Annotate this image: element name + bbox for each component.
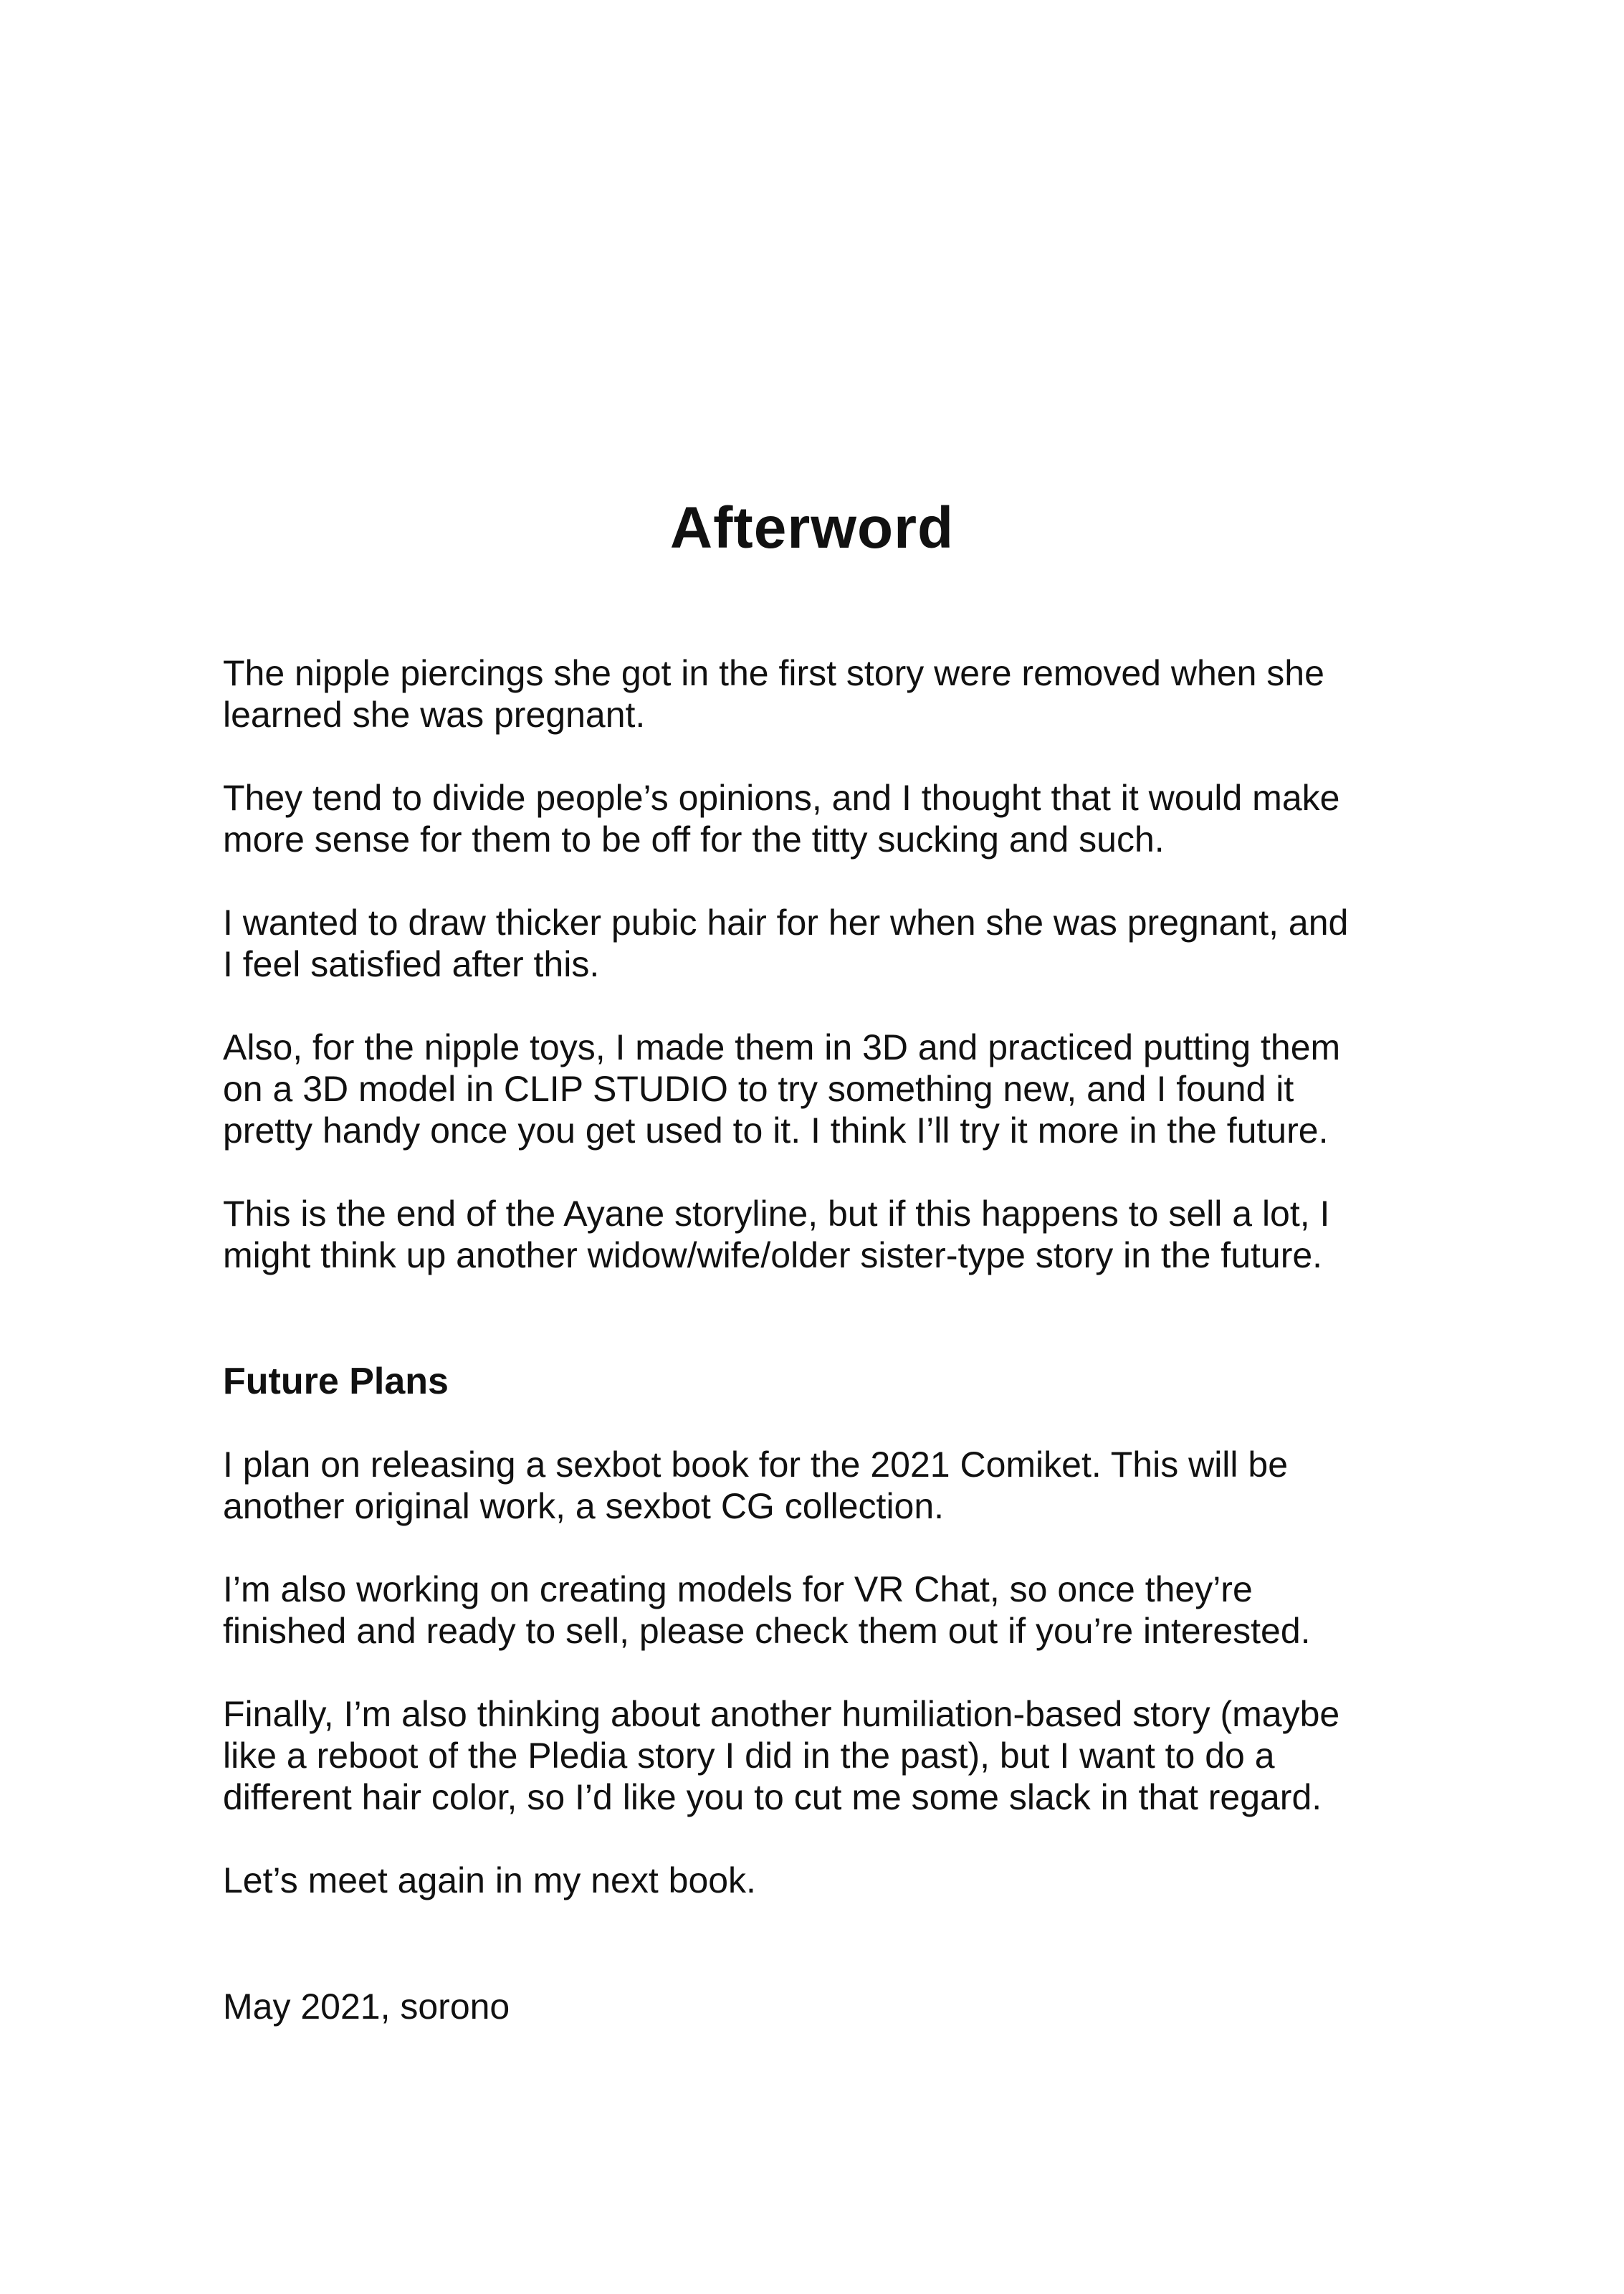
paragraph-closing: Let’s meet again in my next book.: [223, 1860, 756, 1900]
paragraph-pubic-hair: I wanted to draw thicker pubic hair for her when she was pregnant, and I feel satisfied after this.: [223, 903, 1349, 984]
paragraph-nipple-toys: Also, for the nipple toys, I made them in 3D and practiced putting them on a 3D model in CLIP STUDIO to try something new, and I found it pretty handy once you get used to it. I think I’ll try it more in the future.: [223, 1027, 1341, 1151]
paragraph-piercings: The nipple piercings she got in the first story were removed when she learned she was pregnant.: [223, 653, 1324, 735]
paragraph-storyline-end: This is the end of the Ayane storyline, but if this happens to sell a lot, I might think up another widow/wife/older sister-type story in the future.: [223, 1194, 1330, 1275]
afterword-body: [223, 652, 1456, 2027]
paragraph-humiliation-story: Finally, I’m also thinking about another humiliation-based story (maybe like a reboot of the Pledia story I did in the past), but I want to do a different hair color, so I’d like you to cut me some slack in that regard.: [223, 1694, 1340, 1817]
future-plans-heading: Future Plans: [223, 1361, 449, 1402]
paragraph-vr-chat: I’m also working on creating models for VR Chat, so once they’re finished and ready to sell, please check them out if you’re interested.: [223, 1569, 1311, 1651]
paragraph-opinions: They tend to divide people’s opinions, and I thought that it would make more sense for them to be off for the titty sucking and such.: [223, 778, 1340, 860]
page-title: Afterword: [669, 495, 955, 561]
signature: May 2021, sorono: [223, 1986, 510, 2027]
paragraph-sexbot-book: I plan on releasing a sexbot book for the 2021 Comiket. This will be another original work, a sexbot CG collection.: [223, 1445, 1289, 1526]
